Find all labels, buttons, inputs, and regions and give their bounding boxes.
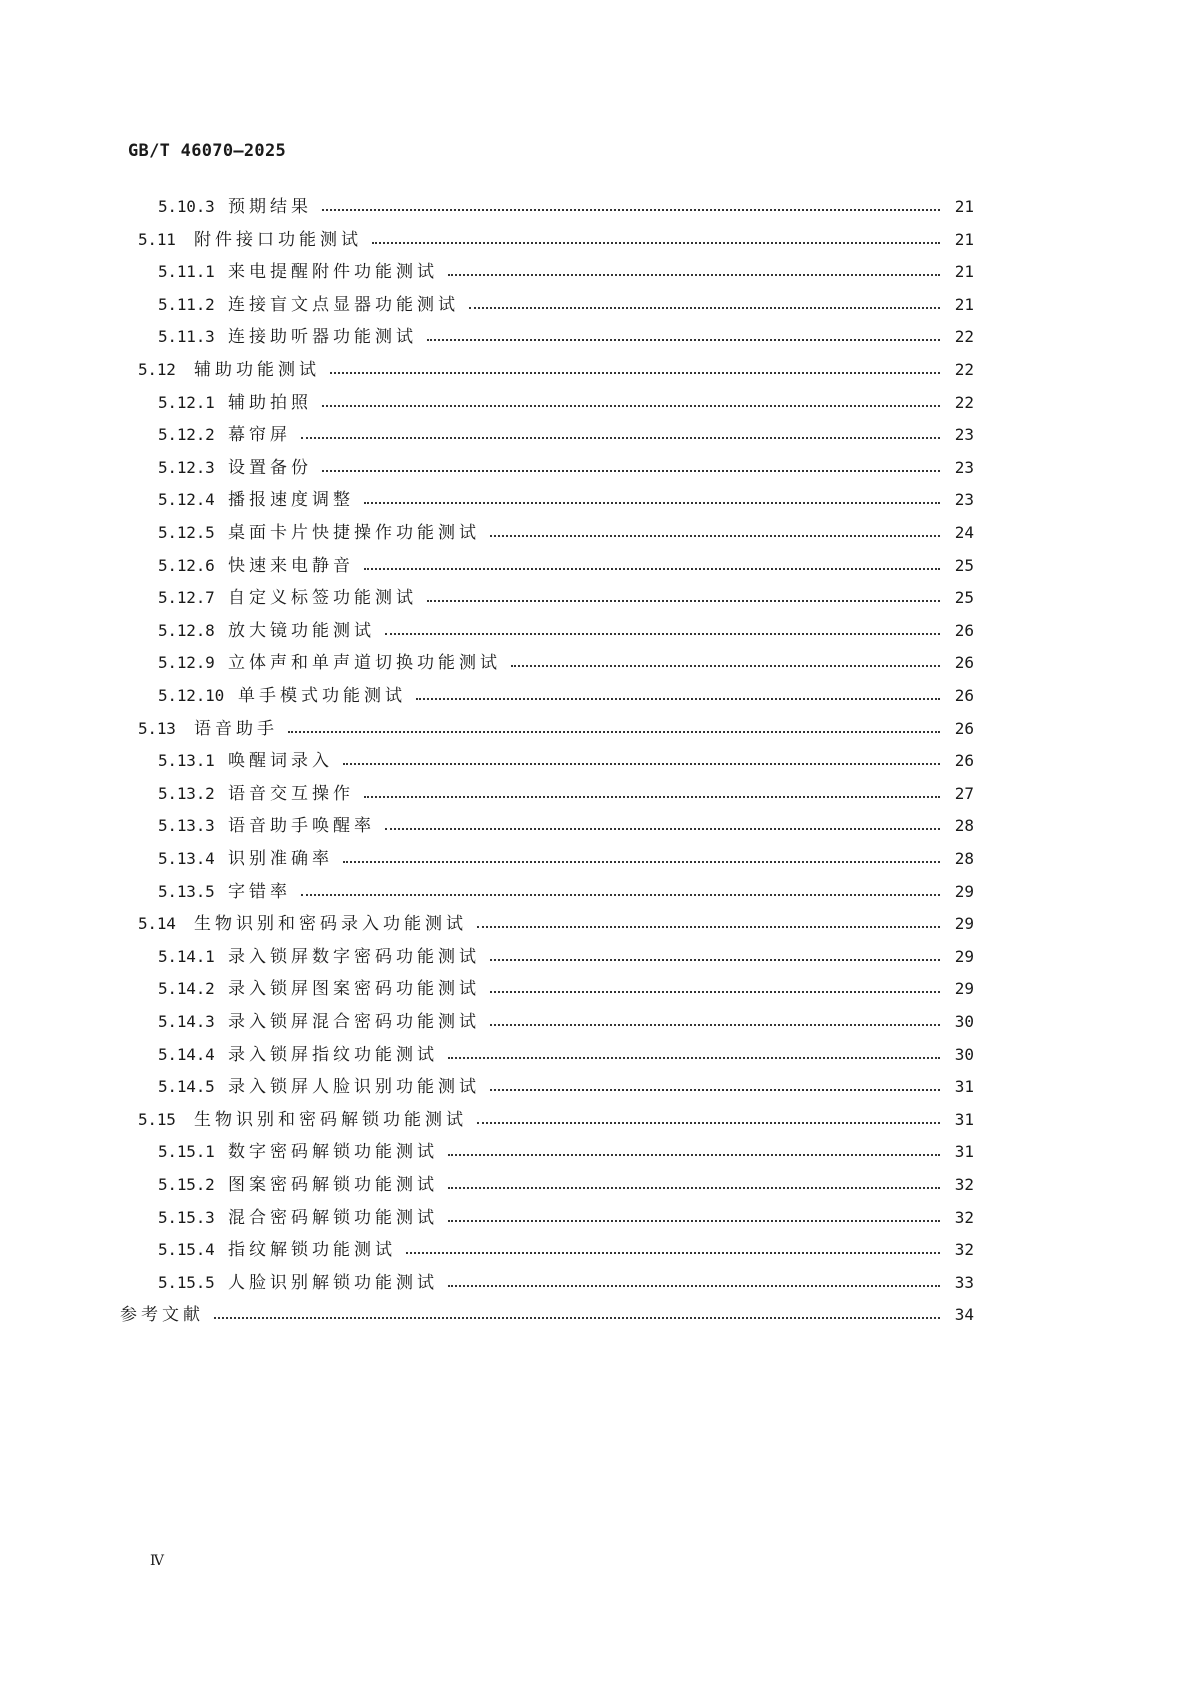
toc-dot-leader (477, 1106, 940, 1134)
toc-entry-title: 辅助拍照 (228, 392, 312, 413)
toc-dot-leader (322, 389, 940, 417)
toc-entry-number: 5.12 (138, 360, 176, 379)
toc-entry[interactable] (158, 649, 974, 677)
toc-entry-title: 混合密码解锁功能测试 (228, 1207, 438, 1228)
toc-entry-number: 5.10.3 (158, 197, 215, 216)
toc-entry-title: 连接盲文点显器功能测试 (228, 294, 459, 315)
toc-dot-leader (448, 1204, 940, 1232)
toc-entry-page: 27 (954, 783, 974, 803)
toc-entry[interactable] (158, 486, 974, 514)
toc-entry-number: 5.11 (138, 229, 176, 249)
toc-dot-leader (490, 1008, 940, 1036)
toc-dot-leader (364, 780, 940, 808)
toc-entry[interactable] (138, 910, 974, 938)
toc-entry-number: 5.13.4 (158, 849, 215, 868)
toc-dot-leader (406, 1236, 940, 1264)
toc-dot-leader (364, 486, 940, 514)
toc-entry[interactable] (158, 780, 974, 808)
toc-entry-page: 21 (954, 262, 974, 282)
toc-entry-page: 29 (954, 979, 974, 999)
toc-entry-number: 5.13.1 (158, 751, 215, 771)
toc-entry-page: 22 (954, 392, 974, 412)
toc-entry-number: 5.15.4 (158, 1240, 215, 1260)
toc-entry-page: 30 (954, 1044, 974, 1064)
toc-dot-leader (448, 1269, 940, 1297)
toc-entry-page: 33 (954, 1272, 974, 1292)
toc-entry-title: 立体声和单声道切换功能测试 (228, 653, 501, 674)
toc-dot-leader (427, 584, 940, 612)
toc-entry[interactable] (158, 878, 974, 906)
toc-entry-page: 24 (954, 523, 974, 542)
toc-dot-leader (469, 291, 940, 319)
toc-entry-title: 数字密码解锁功能测试 (228, 1142, 438, 1163)
toc-entry-title: 人脸识别解锁功能测试 (228, 1272, 438, 1293)
toc-entry[interactable] (158, 1138, 974, 1166)
toc-dot-leader (330, 356, 940, 384)
toc-entry-number: 5.14.5 (158, 1077, 215, 1097)
toc-entry-number: 5.12.3 (158, 457, 215, 477)
toc-dot-leader (477, 910, 940, 938)
page-number-footer: Ⅳ (150, 1553, 164, 1569)
toc-entry[interactable] (158, 519, 974, 547)
toc-entry[interactable] (158, 747, 974, 775)
toc-entry-page: 34 (954, 1305, 974, 1325)
toc-entry-title: 幕帘屏 (228, 425, 291, 446)
toc-entry[interactable] (158, 943, 974, 971)
toc-entry-page: 22 (954, 360, 974, 379)
toc-entry[interactable] (158, 1008, 974, 1036)
toc-entry-title: 预期结果 (228, 197, 312, 217)
toc-entry-page: 26 (954, 620, 974, 640)
toc-dot-leader (448, 1171, 940, 1199)
toc-entry[interactable] (158, 584, 974, 612)
toc-entry[interactable] (158, 1236, 974, 1264)
toc-entry[interactable] (120, 1301, 974, 1329)
toc-entry-number: 5.12.1 (158, 392, 215, 412)
toc-entry-page: 28 (954, 849, 974, 868)
toc-entry-page: 32 (954, 1240, 974, 1260)
toc-dot-leader (448, 258, 940, 286)
toc-entry[interactable] (158, 1269, 974, 1297)
toc-entry-title: 设置备份 (228, 457, 312, 478)
toc-entry[interactable] (138, 226, 974, 254)
toc-entry-number: 5.12.4 (158, 490, 215, 510)
toc-dot-leader (343, 747, 940, 775)
toc-entry-page: 23 (954, 425, 974, 445)
toc-entry-number: 5.14.4 (158, 1044, 215, 1064)
toc-entry-page: 25 (954, 555, 974, 575)
toc-dot-leader (322, 454, 940, 482)
toc-dot-leader (322, 193, 940, 221)
toc-entry-title: 语音交互操作 (228, 783, 354, 804)
toc-entry-page: 32 (954, 1207, 974, 1227)
toc-entry-number: 5.15.5 (158, 1272, 215, 1292)
toc-entry-number: 5.11.2 (158, 294, 215, 314)
toc-entry-title: 参考文献 (120, 1305, 204, 1326)
toc-entry[interactable] (158, 1073, 974, 1101)
toc-entry-number: 5.13.3 (158, 816, 215, 836)
toc-dot-leader (490, 943, 940, 971)
toc-entry-number: 5.14 (138, 914, 176, 934)
toc-entry-number: 5.15.3 (158, 1207, 215, 1227)
toc-entry-page: 31 (954, 1109, 974, 1129)
toc-entry[interactable] (158, 323, 974, 351)
toc-entry-title: 字错率 (228, 881, 291, 902)
toc-entry-page: 26 (954, 751, 974, 771)
toc-entry[interactable] (158, 291, 974, 319)
toc-entry-page: 29 (954, 914, 974, 934)
toc-entry-number: 5.15.2 (158, 1175, 215, 1194)
toc-entry-number: 5.12.9 (158, 653, 215, 673)
toc-entry-title: 快速来电静音 (228, 555, 354, 576)
toc-entry-title: 辅助功能测试 (194, 360, 320, 380)
toc-dot-leader (427, 323, 940, 351)
toc-entry-number: 5.15.1 (158, 1142, 215, 1162)
toc-entry-number: 5.12.2 (158, 425, 215, 445)
toc-entry-page: 26 (954, 718, 974, 738)
toc-entry-number: 5.11.3 (158, 327, 215, 347)
toc-entry-number: 5.13.5 (158, 881, 215, 901)
toc-dot-leader (490, 975, 940, 1003)
toc-entry-title: 指纹解锁功能测试 (228, 1240, 396, 1261)
toc-entry[interactable] (158, 975, 974, 1003)
toc-dot-leader (490, 1073, 940, 1101)
toc-entry-page: 31 (954, 1077, 974, 1097)
toc-dot-leader (214, 1301, 940, 1329)
toc-entry-page: 23 (954, 490, 974, 510)
toc-dot-leader (372, 226, 940, 254)
toc-entry[interactable] (158, 617, 974, 645)
toc-entry-page: 26 (954, 686, 974, 705)
toc-entry-title: 录入锁屏数字密码功能测试 (228, 946, 480, 967)
toc-entry-page: 26 (954, 653, 974, 673)
toc-entry-number: 5.15 (138, 1109, 176, 1129)
toc-entry-title: 唤醒词录入 (228, 751, 333, 772)
toc-entry-number: 5.13 (138, 718, 176, 738)
toc-dot-leader (364, 552, 940, 580)
toc-dot-leader (448, 1138, 940, 1166)
toc-entry-number: 5.12.5 (158, 523, 215, 542)
toc-entry-page: 30 (954, 1012, 974, 1031)
toc-entry[interactable] (158, 421, 974, 449)
toc-entry-number: 5.12.8 (158, 620, 215, 640)
toc-entry-title: 播报速度调整 (228, 490, 354, 511)
standard-number: GB/T 46070—2025 (128, 141, 287, 161)
toc-entry-title: 录入锁屏人脸识别功能测试 (228, 1077, 480, 1098)
toc-entry-page: 23 (954, 457, 974, 477)
toc-entry-title: 桌面卡片快捷操作功能测试 (228, 523, 480, 543)
toc-entry-number: 5.12.6 (158, 555, 215, 575)
toc-entry-title: 录入锁屏指纹功能测试 (228, 1044, 438, 1065)
toc-entry[interactable] (138, 1106, 974, 1134)
toc-entry[interactable] (138, 715, 974, 743)
toc-dot-leader (385, 617, 940, 645)
toc-entry-number: 5.14.1 (158, 946, 215, 966)
toc-entry[interactable] (158, 258, 974, 286)
toc-entry-page: 22 (954, 327, 974, 347)
toc-dot-leader (288, 715, 940, 743)
toc-entry-title: 图案密码解锁功能测试 (228, 1175, 438, 1195)
toc-entry-page: 31 (954, 1142, 974, 1162)
toc-dot-leader (448, 1041, 940, 1069)
toc-entry[interactable] (158, 682, 974, 710)
toc-entry-title: 录入锁屏图案密码功能测试 (228, 979, 480, 1000)
toc-entry-title: 放大镜功能测试 (228, 620, 375, 641)
toc-entry-title: 生物识别和密码解锁功能测试 (194, 1109, 467, 1130)
toc-entry-title: 单手模式功能测试 (238, 686, 406, 706)
toc-dot-leader (416, 682, 940, 710)
toc-entry-title: 语音助手 (194, 718, 278, 739)
toc-entry[interactable] (158, 389, 974, 417)
toc-dot-leader (301, 421, 940, 449)
toc-entry-number: 5.12.10 (158, 686, 225, 705)
toc-dot-leader (511, 649, 940, 677)
toc-entry[interactable] (158, 1171, 974, 1199)
toc-entry[interactable] (158, 812, 974, 840)
toc-dot-leader (385, 812, 940, 840)
toc-entry-page: 21 (954, 197, 974, 216)
toc-entry-number: 5.14.2 (158, 979, 215, 999)
toc-entry[interactable] (158, 454, 974, 482)
toc-dot-leader (343, 845, 940, 873)
toc-entry-number: 5.13.2 (158, 783, 215, 803)
toc-entry-page: 25 (954, 588, 974, 608)
toc-entry[interactable] (158, 845, 974, 873)
toc-entry-number: 5.14.3 (158, 1012, 215, 1031)
toc-entry-page: 28 (954, 816, 974, 836)
toc-entry[interactable] (138, 356, 974, 384)
toc-entry-title: 录入锁屏混合密码功能测试 (228, 1012, 480, 1032)
toc-entry[interactable] (158, 1204, 974, 1232)
toc-entry-title: 生物识别和密码录入功能测试 (194, 914, 467, 935)
toc-dot-leader (490, 519, 940, 547)
toc-entry-number: 5.12.7 (158, 588, 215, 608)
toc-entry-title: 来电提醒附件功能测试 (228, 262, 438, 283)
toc-entry-title: 连接助听器功能测试 (228, 327, 417, 348)
toc-entry-title: 语音助手唤醒率 (228, 816, 375, 837)
toc-entry-page: 29 (954, 881, 974, 901)
toc-entry-title: 自定义标签功能测试 (228, 588, 417, 609)
toc-entry-page: 32 (954, 1175, 974, 1194)
toc-entry[interactable] (158, 552, 974, 580)
toc-dot-leader (301, 878, 940, 906)
toc-entry-number: 5.11.1 (158, 262, 215, 282)
toc-entry-title: 识别准确率 (228, 849, 333, 869)
toc-entry-title: 附件接口功能测试 (194, 229, 362, 250)
toc-entry[interactable] (158, 1041, 974, 1069)
toc-entry-page: 21 (954, 229, 974, 249)
toc-entry-page: 29 (954, 946, 974, 966)
toc-entry[interactable] (158, 193, 974, 221)
toc-entry-page: 21 (954, 294, 974, 314)
